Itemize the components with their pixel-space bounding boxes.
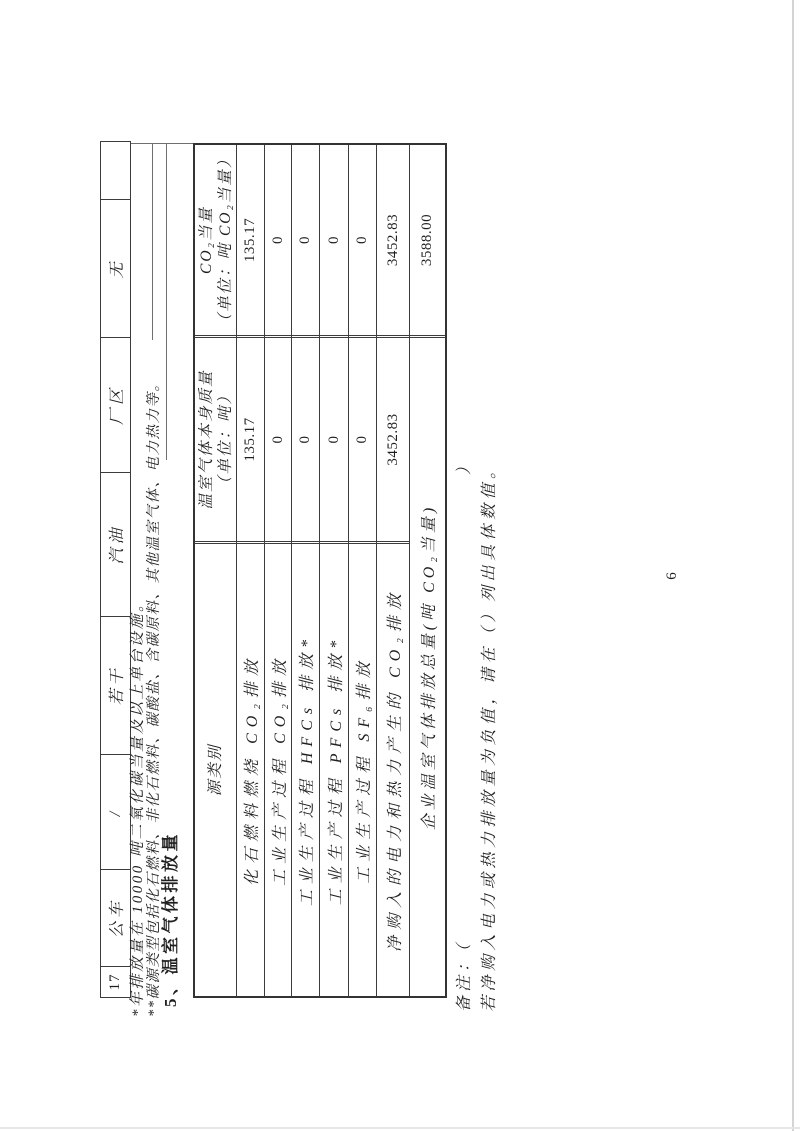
source-name-cell: 公车	[101, 869, 130, 966]
row-label: 化石燃料燃烧 CO₂排放	[237, 541, 264, 996]
co2e-value: 3452.83	[384, 213, 401, 267]
table-row-fossil-fuel	[237, 145, 265, 996]
table-row-purchased-energy	[377, 145, 410, 996]
co2e-value: 135.17	[242, 217, 258, 263]
total-label: 企业温室气体排放总量(吨 CO₂当量)	[410, 335, 445, 996]
mass-value: 135.17	[237, 335, 264, 541]
header-source-category	[195, 541, 236, 996]
fuel-type-cell: 汽油	[101, 472, 130, 616]
table-header-row	[195, 145, 237, 996]
header-text: CO₂当量	[197, 206, 215, 274]
row-label: 工业生产过程 CO₂排放	[265, 541, 291, 996]
table-cell: 若干	[101, 616, 130, 754]
footnote-annual-threshold: *年排放量在 10000 吨二氧化碳当量及以上单台设施。	[130, 594, 146, 1017]
row-label: 净购入的电力和热力产生的 CO₂排放	[377, 541, 409, 996]
mass-value: 0	[292, 335, 319, 541]
footnote-carbon-source-types: **碳源类型包括化石燃料、非化石燃料、碳酸盐、含碳原料、其他温室气体、电力热力等。	[146, 375, 162, 1017]
table-border-artifact	[166, 143, 167, 460]
table-border-artifact	[152, 143, 153, 340]
section-title: 5、温室气体排放量	[161, 831, 180, 1007]
row-label: 工业生产过程 SF₆排放	[349, 541, 376, 996]
location-cell: 厂区	[101, 337, 130, 472]
mass-value: 0	[320, 335, 348, 541]
table-cell: /	[101, 754, 130, 869]
mass-value: 3452.83	[377, 335, 409, 541]
co2e-value: 0	[354, 236, 370, 244]
remark-close-paren: ）	[456, 458, 473, 475]
header-gas-mass	[195, 335, 236, 541]
mass-value: 0	[349, 335, 376, 541]
table-row-total	[410, 145, 445, 996]
table-cell: 无	[101, 199, 130, 337]
table-row-process-hfcs	[292, 145, 320, 996]
row-label: 工业生产过程 PFCs 排放*	[320, 541, 348, 996]
remark-detail: 若净购入电力或热力排放量为负值，请在（）列出具体数值。	[481, 458, 498, 1012]
total-value: 3588.00	[419, 213, 435, 267]
table-row-process-sf6	[349, 145, 377, 996]
header-unit: （单位：吨）	[216, 387, 234, 493]
empty-cell	[101, 142, 130, 199]
header-unit: （单位：吨 CO₂当量）	[216, 150, 234, 330]
header-co2-equivalent	[195, 145, 236, 335]
page-number: 6	[664, 572, 680, 580]
remark-label: 备注：（	[456, 939, 473, 1012]
co2e-value: 0	[325, 236, 342, 244]
mass-value: 0	[265, 335, 291, 541]
table-row-process-pfcs	[320, 145, 349, 996]
row-label: 工业生产过程 HFCs 排放*	[292, 541, 319, 996]
row-index-cell: 17	[101, 966, 130, 997]
ghg-emissions-table	[193, 143, 447, 998]
co2e-value: 0	[297, 236, 313, 244]
scan-edge-line	[0, 1128, 800, 1130]
table-row-process-co2	[265, 145, 292, 996]
co2e-value: 0	[269, 236, 286, 244]
header-text: 温室气体本身质量	[197, 369, 215, 510]
scan-edge-line	[792, 0, 794, 1131]
header-text: 源类别	[207, 743, 224, 797]
table-border-artifact	[131, 143, 194, 144]
